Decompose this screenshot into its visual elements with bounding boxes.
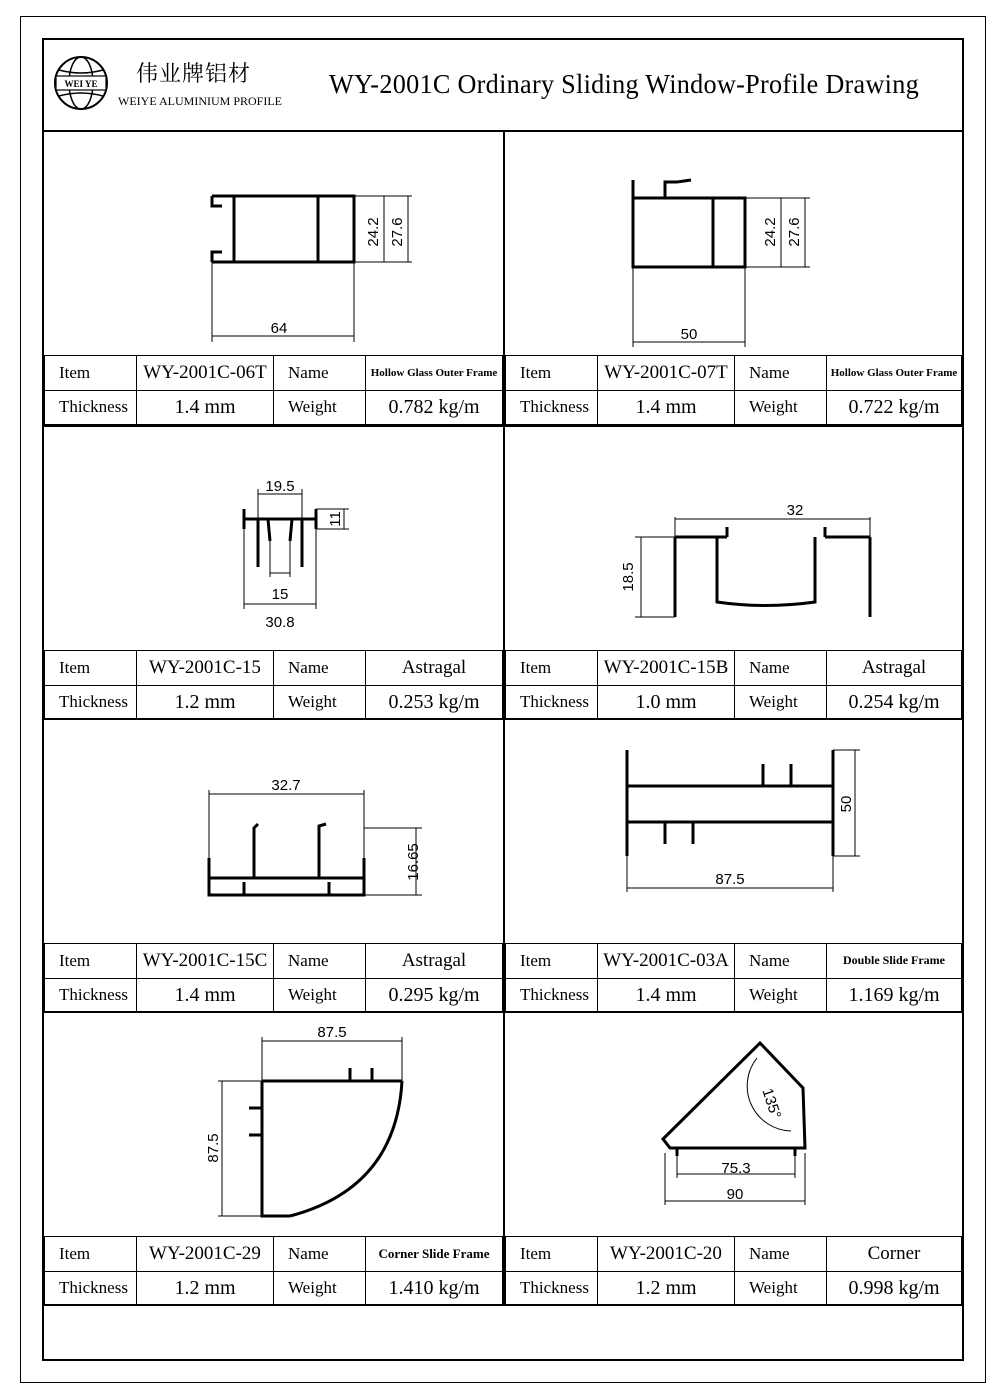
table-cell: Astragal: [366, 944, 503, 979]
table-cell: 1.4 mm: [598, 978, 735, 1013]
dim-label: 32.7: [271, 777, 301, 794]
table-cell: 1.410 kg/m: [366, 1271, 503, 1306]
table-cell: Thickness: [45, 1271, 137, 1306]
table-cell: 1.4 mm: [598, 390, 735, 425]
dim-label: 75.3: [721, 1160, 751, 1177]
table-cell: Item: [506, 356, 598, 391]
table-cell: WY-2001C-07T: [598, 356, 735, 391]
dim-label: 64: [270, 320, 288, 337]
table-cell: WY-2001C-29: [137, 1237, 274, 1272]
table-cell: Weight: [735, 1271, 827, 1306]
company-name-en: WEIYE ALUMINIUM PROFILE: [118, 94, 282, 108]
table-cell: WY-2001C-15C: [137, 944, 274, 979]
spec-table-07T: [505, 355, 962, 425]
table-cell: WY-2001C-03A: [598, 944, 735, 979]
dim-label: 15: [271, 586, 289, 603]
dim-label: 11: [327, 511, 344, 527]
table-cell: Thickness: [45, 390, 137, 425]
dim-label: 87.5: [205, 1133, 222, 1163]
table-cell: Thickness: [506, 685, 598, 720]
table-cell: 1.4 mm: [137, 390, 274, 425]
table-cell: Astragal: [366, 651, 503, 686]
title-block: [44, 40, 962, 132]
dim-label: 27.6: [786, 217, 803, 247]
company-name-cn: 伟业牌铝材: [136, 62, 252, 87]
drawing-06T: [44, 132, 503, 355]
dim-label: 24.2: [762, 217, 779, 247]
table-cell: Weight: [274, 1271, 366, 1306]
dim-label: 19.5: [265, 478, 295, 495]
table-cell: 1.4 mm: [137, 978, 274, 1013]
dim-label: 32: [786, 502, 804, 519]
table-cell: Name: [735, 944, 827, 979]
dim-label: 50: [838, 795, 855, 813]
drawing-29: [44, 1013, 503, 1236]
dim-label: 87.5: [317, 1024, 347, 1041]
table-cell: Item: [45, 356, 137, 391]
drawing-15B: [505, 427, 964, 650]
table-cell: 1.0 mm: [598, 685, 735, 720]
drawing-sheet: [42, 38, 964, 1361]
dim-label: 87.5: [715, 871, 745, 888]
table-cell: Astragal: [827, 651, 962, 686]
table-cell: Name: [735, 651, 827, 686]
page-title: WY-2001C Ordinary Sliding Window-Profile Drawing: [329, 69, 920, 99]
spec-table-20: [505, 1236, 962, 1306]
table-cell: 0.722 kg/m: [827, 390, 962, 425]
table-cell: Item: [45, 944, 137, 979]
drawing-20: [505, 1013, 964, 1236]
table-cell: Item: [45, 1237, 137, 1272]
table-cell: Name: [735, 356, 827, 391]
table-cell: Item: [45, 651, 137, 686]
table-cell: Thickness: [506, 1271, 598, 1306]
table-cell: Weight: [274, 390, 366, 425]
spec-table-03A: [505, 943, 962, 1013]
dim-label: 16.65: [405, 843, 422, 881]
table-cell: 0.782 kg/m: [366, 390, 503, 425]
table-cell: Name: [274, 356, 366, 391]
table-cell: Thickness: [45, 685, 137, 720]
angle-label: 135°: [758, 1086, 785, 1121]
table-cell: Name: [735, 1237, 827, 1272]
table-cell: Weight: [735, 978, 827, 1013]
table-cell: 0.295 kg/m: [366, 978, 503, 1013]
table-cell: Item: [506, 1237, 598, 1272]
row-divider: [44, 1304, 962, 1306]
logo-text: WEI YE: [64, 79, 98, 89]
dim-label: 30.8: [265, 614, 295, 631]
drawing-15: [44, 427, 503, 650]
table-cell: Thickness: [45, 978, 137, 1013]
table-cell: Name: [274, 651, 366, 686]
spec-table-06T: [44, 355, 503, 425]
dim-label: 27.6: [389, 217, 406, 247]
dim-label: 18.5: [620, 562, 637, 592]
table-cell: Double Slide Frame: [827, 944, 962, 979]
table-cell: Weight: [274, 978, 366, 1013]
table-cell: Corner Slide Frame: [366, 1237, 503, 1272]
spec-table-15: [44, 650, 503, 720]
table-cell: WY-2001C-15B: [598, 651, 735, 686]
table-cell: Hollow Glass Outer Frame: [366, 356, 503, 391]
table-cell: 1.2 mm: [598, 1271, 735, 1306]
table-cell: WY-2001C-20: [598, 1237, 735, 1272]
spec-table-15B: [505, 650, 962, 720]
table-cell: Weight: [735, 390, 827, 425]
spec-table-29: [44, 1236, 503, 1306]
drawing-15C: [44, 720, 503, 943]
table-cell: Weight: [274, 685, 366, 720]
table-cell: Item: [506, 944, 598, 979]
table-cell: Name: [274, 1237, 366, 1272]
table-cell: WY-2001C-06T: [137, 356, 274, 391]
table-cell: Weight: [735, 685, 827, 720]
table-cell: WY-2001C-15: [137, 651, 274, 686]
table-cell: Hollow Glass Outer Frame: [827, 356, 962, 391]
table-cell: 0.254 kg/m: [827, 685, 962, 720]
table-cell: 1.169 kg/m: [827, 978, 962, 1013]
dim-label: 24.2: [365, 217, 382, 247]
globe-logo-icon: [52, 54, 110, 112]
table-cell: Name: [274, 944, 366, 979]
dim-label: 50: [680, 326, 698, 343]
dim-label: 90: [726, 1186, 744, 1203]
drawing-07T: [505, 132, 964, 355]
drawing-03A: [505, 720, 964, 943]
spec-table-15C: [44, 943, 503, 1013]
table-cell: Corner: [827, 1237, 962, 1272]
table-cell: Item: [506, 651, 598, 686]
table-cell: 0.253 kg/m: [366, 685, 503, 720]
table-cell: 1.2 mm: [137, 685, 274, 720]
table-cell: Thickness: [506, 978, 598, 1013]
table-cell: 1.2 mm: [137, 1271, 274, 1306]
table-cell: Thickness: [506, 390, 598, 425]
table-cell: 0.998 kg/m: [827, 1271, 962, 1306]
